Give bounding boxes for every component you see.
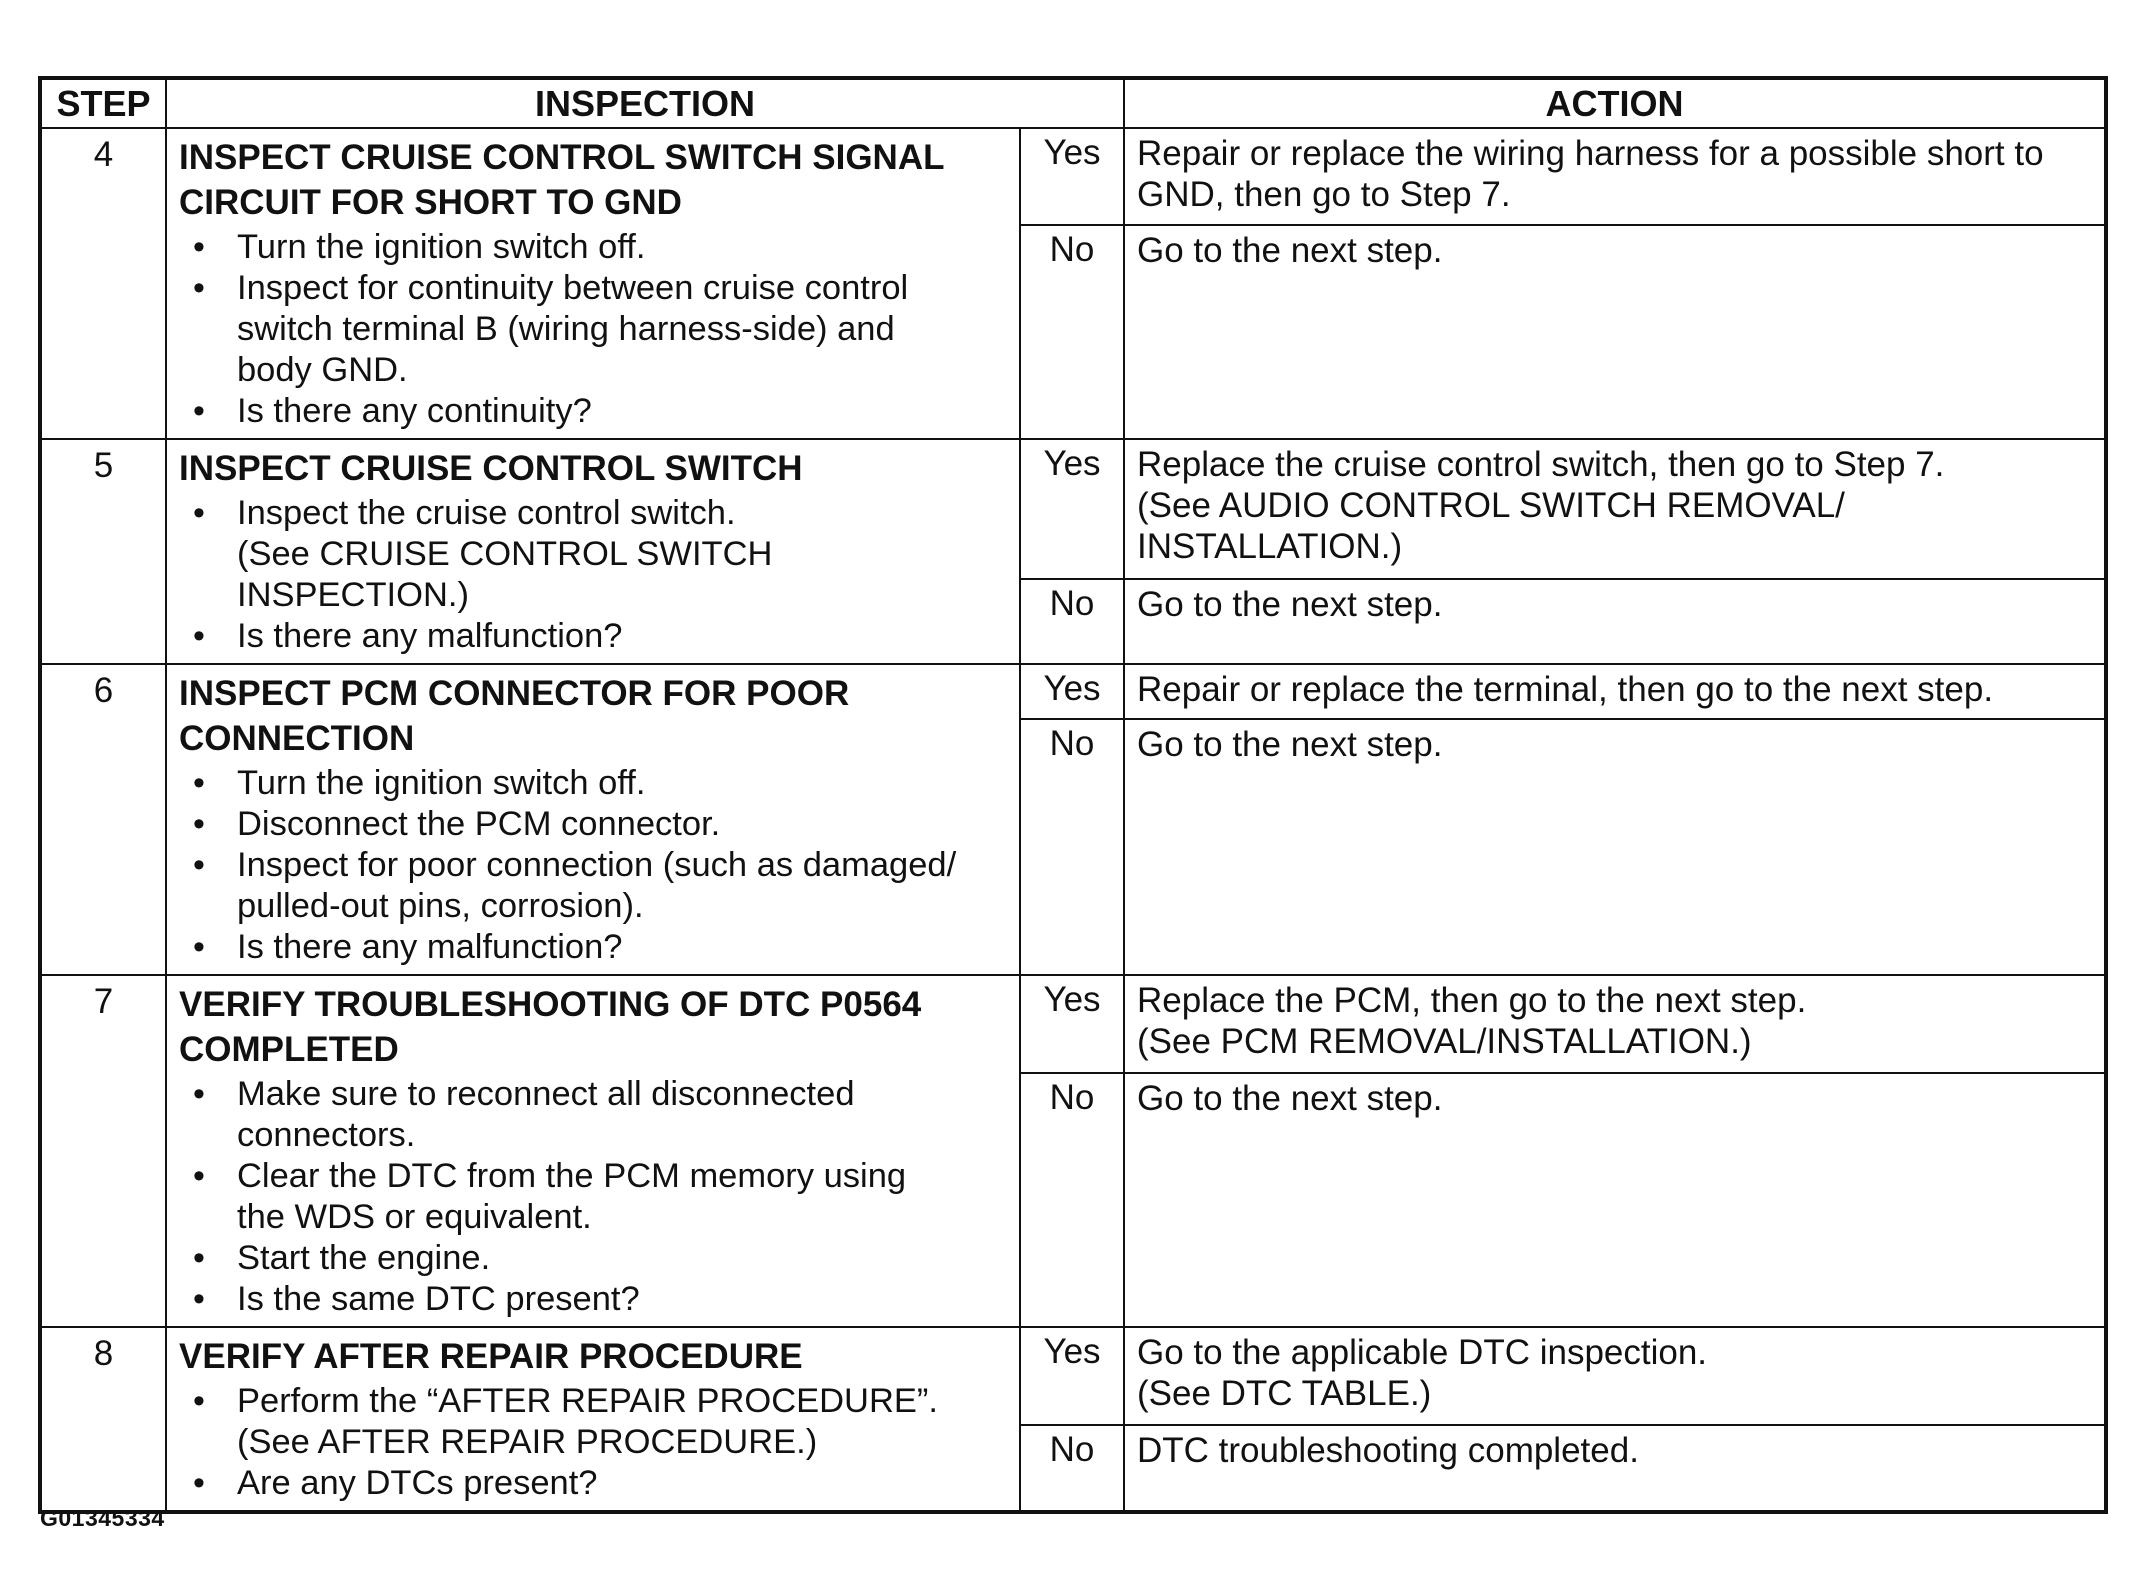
header-step: STEP: [40, 78, 166, 128]
bullet-line: switch terminal B (wiring harness-side) and: [237, 310, 895, 348]
bullet-line: • Is the same DTC present?: [237, 1280, 640, 1318]
inspection-title-line: VERIFY AFTER REPAIR PROCEDURE: [179, 1337, 803, 1376]
header-inspection: INSPECTION: [166, 78, 1124, 128]
yes-label: Yes: [1020, 439, 1124, 579]
step-number: 4: [40, 128, 166, 439]
inspection-title-line: INSPECT CRUISE CONTROL SWITCH SIGNAL: [179, 138, 945, 177]
header-action: ACTION: [1124, 78, 2106, 128]
table-row: [40, 1327, 2106, 1425]
no-label: No: [1020, 719, 1124, 975]
no-action: [1124, 225, 2106, 439]
bullet-line: (See CRUISE CONTROL SWITCH: [237, 535, 773, 573]
bullet-line: INSPECTION.): [237, 576, 469, 614]
no-action: [1124, 1425, 2106, 1512]
table-row: [40, 439, 2106, 579]
action-line: Replace the cruise control switch, then go to Step 7.: [1137, 445, 1945, 484]
bullet-item: [179, 227, 1011, 268]
inspection-title-line: CONNECTION: [179, 719, 415, 758]
yes-action: [1124, 1327, 2106, 1425]
yes-action: [1124, 128, 2106, 225]
inspection-cell: [166, 439, 1020, 664]
yes-action: [1124, 975, 2106, 1073]
action-line: Go to the next step.: [1137, 584, 1443, 624]
action-line: DTC troubleshooting completed.: [1137, 1430, 1639, 1470]
yes-label: Yes: [1020, 664, 1124, 719]
bullet-item: [179, 1074, 1011, 1156]
action-line: Go to the next step.: [1137, 1078, 1443, 1118]
step-number: 8: [40, 1327, 166, 1512]
bullet-line: • Is there any malfunction?: [237, 617, 623, 655]
bullet-item: [179, 927, 1011, 968]
action-line: Repair or replace the wiring harness for a possible short to: [1137, 134, 2044, 173]
yes-action: [1124, 439, 2106, 579]
action-line: Go to the applicable DTC inspection.: [1137, 1333, 1708, 1372]
bullet-line: • Inspect for continuity between cruise control: [237, 269, 909, 307]
yes-action: [1124, 664, 2106, 719]
inspection-title: [179, 1334, 1011, 1379]
bullet-line: • Turn the ignition switch off.: [237, 764, 646, 802]
bullet-item: [179, 1463, 1011, 1504]
no-action: [1124, 719, 2106, 975]
step-number: 7: [40, 975, 166, 1327]
bullet-line: connectors.: [237, 1116, 416, 1154]
inspection-title: [179, 446, 1011, 491]
bullet-line: • Inspect for poor connection (such as damaged/: [237, 846, 957, 884]
no-label: No: [1020, 225, 1124, 439]
bullet-line: • Make sure to reconnect all disconnected: [237, 1075, 855, 1113]
table-body: [40, 128, 2106, 1512]
step-number: 5: [40, 439, 166, 664]
bullet-line: pulled-out pins, corrosion).: [237, 887, 644, 925]
action-line: INSTALLATION.): [1137, 527, 1403, 566]
bullet-line: • Perform the “AFTER REPAIR PROCEDURE”.: [237, 1382, 938, 1420]
bullet-line: • Is there any continuity?: [237, 392, 592, 430]
bullet-line: • Disconnect the PCM connector.: [237, 805, 721, 843]
bullet-line: • Inspect the cruise control switch.: [237, 494, 736, 532]
bullet-item: [179, 1238, 1011, 1279]
inspection-cell: [166, 128, 1020, 439]
action-line: (See AUDIO CONTROL SWITCH REMOVAL/: [1137, 486, 1845, 525]
yes-label: Yes: [1020, 1327, 1124, 1425]
inspection-title-line: INSPECT CRUISE CONTROL SWITCH: [179, 449, 803, 488]
bullet-item: [179, 1156, 1011, 1238]
inspection-bullets: [179, 763, 1011, 968]
table-row: [40, 664, 2106, 719]
bullet-item: [179, 493, 1011, 616]
bullet-item: [179, 804, 1011, 845]
inspection-cell: [166, 664, 1020, 975]
no-action: [1124, 1073, 2106, 1327]
action-line: (See DTC TABLE.): [1137, 1374, 1432, 1413]
figure-id: G01345334: [40, 1505, 165, 1531]
bullet-item: [179, 1381, 1011, 1463]
action-line: Go to the next step.: [1137, 725, 1443, 765]
bullet-line: body GND.: [237, 351, 408, 389]
inspection-title: [179, 671, 1011, 761]
no-label: No: [1020, 579, 1124, 664]
no-label: No: [1020, 1425, 1124, 1512]
step-number: 6: [40, 664, 166, 975]
inspection-bullets: [179, 1074, 1011, 1320]
yes-label: Yes: [1020, 975, 1124, 1073]
table-row: [40, 975, 2106, 1073]
inspection-cell: [166, 975, 1020, 1327]
bullet-line: • Are any DTCs present?: [237, 1464, 598, 1502]
bullet-line: • Is there any malfunction?: [237, 928, 623, 966]
no-action: [1124, 579, 2106, 664]
inspection-title: [179, 982, 1011, 1072]
bullet-item: [179, 845, 1011, 927]
bullet-line: • Start the engine.: [237, 1239, 491, 1277]
diagnostic-table: [38, 76, 2108, 1514]
inspection-title-line: INSPECT PCM CONNECTOR FOR POOR: [179, 674, 850, 713]
header-row: [40, 78, 2106, 128]
bullet-line: (See AFTER REPAIR PROCEDURE.): [237, 1423, 818, 1461]
inspection-title-line: COMPLETED: [179, 1030, 399, 1069]
inspection-bullets: [179, 1381, 1011, 1504]
action-line: GND, then go to Step 7.: [1137, 175, 1511, 214]
inspection-title: [179, 135, 1011, 225]
bullet-item: [179, 268, 1011, 391]
bullet-line: • Clear the DTC from the PCM memory using: [237, 1157, 907, 1195]
bullet-item: [179, 616, 1011, 657]
bullet-item: [179, 1279, 1011, 1320]
action-line: Go to the next step.: [1137, 231, 1443, 271]
inspection-title-line: VERIFY TROUBLESHOOTING OF DTC P0564: [179, 985, 922, 1024]
action-line: Repair or replace the terminal, then go to the next step.: [1137, 670, 1994, 709]
bullet-item: [179, 391, 1011, 432]
inspection-bullets: [179, 493, 1011, 657]
inspection-bullets: [179, 227, 1011, 432]
bullet-line: • Turn the ignition switch off.: [237, 228, 646, 266]
inspection-title-line: CIRCUIT FOR SHORT TO GND: [179, 183, 682, 222]
yes-label: Yes: [1020, 128, 1124, 225]
table-row: [40, 128, 2106, 225]
action-line: (See PCM REMOVAL/INSTALLATION.): [1137, 1022, 1752, 1061]
bullet-line: the WDS or equivalent.: [237, 1198, 592, 1236]
no-label: No: [1020, 1073, 1124, 1327]
action-line: Replace the PCM, then go to the next step.: [1137, 981, 1807, 1020]
bullet-item: [179, 763, 1011, 804]
inspection-cell: [166, 1327, 1020, 1512]
